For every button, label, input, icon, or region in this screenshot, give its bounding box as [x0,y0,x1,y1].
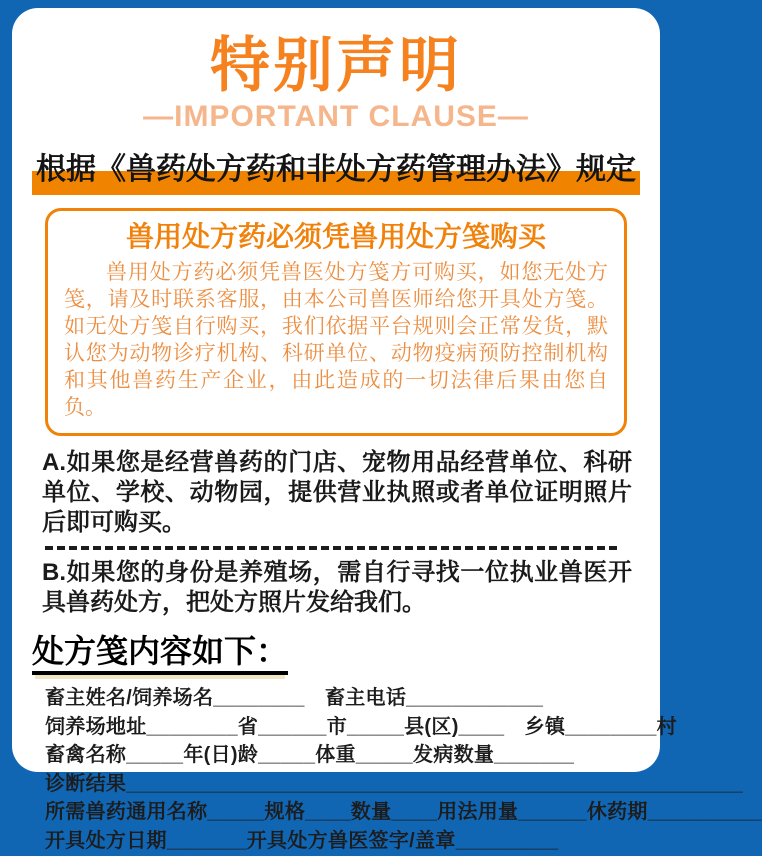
clause-a: A.如果您是经营兽药的门店、宠物用品经营单位、科研单位、学校、动物园，提供营业执照或者单位证明照片后即可购买。 [42,449,632,536]
notice-box-title: 兽用处方药必须凭兽用处方笺购买 [125,221,546,252]
prescription-form [45,684,762,856]
form-row-diagnosis: 诊断结果______________________________________________________ [45,772,744,795]
form-row-animal-info: 畜禽名称_____年(日)龄_____体重_____发病数量_______ [45,744,575,767]
form-heading-wrap [32,632,660,675]
regulation-heading-text: 根据《兽药处方药和非处方药管理办法》规定 [36,153,636,186]
page-subtitle: —IMPORTANT CLAUSE— [143,100,529,133]
notice-box-body: 兽用处方药必须凭兽医处方笺方可购买，如您无处方笺，请及时联系客服，由本公司兽医师给您开具处方笺。如无处方笺自行购买，我们依据平台规则会正常发货，默认您为动物诊疗机构、科研单位、动物疫病预防控制机构和其他兽药生产企业，由此造成的一切法律后果由您自负。 [64,261,608,419]
form-heading: 处方笺内容如下： [32,632,288,675]
form-row-owner-name: 畜主姓名/饲养场名________ 畜主电话____________ [45,687,544,709]
page-title: 特别声明 [210,32,462,99]
clause-b: B.如果您的身份是养殖场，需自行寻找一位执业兽医开具兽药处方，把处方照片发给我们。 [42,559,632,616]
form-row-farm-address: 饲养场地址________省______市_____县(区)____ 乡镇________村 [45,715,677,738]
prescription-notice-box [45,208,627,436]
dashed-divider [45,546,620,550]
form-row-date-signature: 开具处方日期_______开具处方兽医签字/盖章_________ [45,829,559,852]
form-row-drug-info: 所需兽药通用名称_____规格____数量____用法用量______休药期__________ [45,801,762,824]
poster-panel [12,8,762,852]
regulation-heading [12,150,660,196]
